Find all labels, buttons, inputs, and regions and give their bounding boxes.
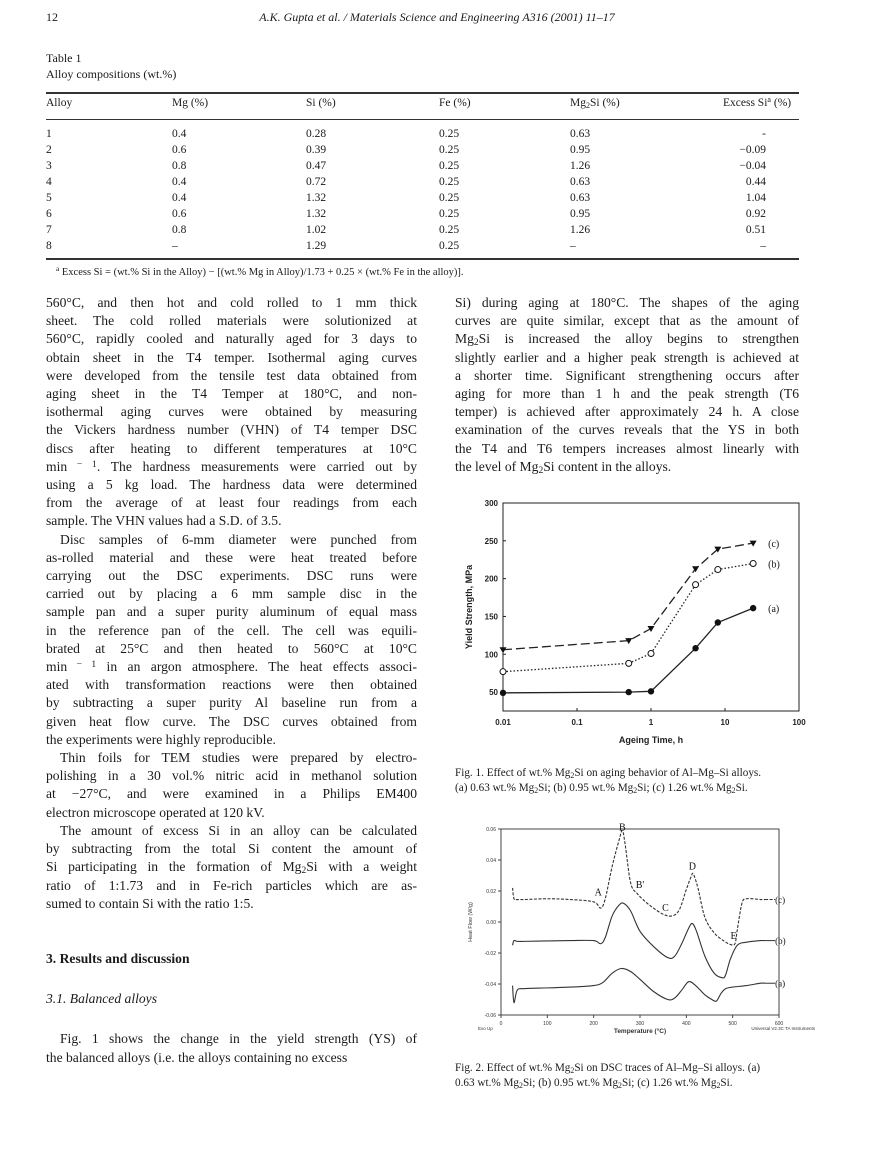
data-point [693, 582, 699, 588]
table-cell: 0.72 [306, 176, 327, 188]
text-line: polishing in a 30 vol.% nitric acid in methanol solution [46, 768, 417, 784]
text-line: obtain sheet in the T4 temper. Isothermal aging curves [46, 349, 417, 365]
table-cell: 0.25 [439, 240, 460, 252]
text-line: in the reference pan of the cell. The cell was equili- [46, 622, 417, 638]
y-tick-label: 0.06 [486, 827, 496, 833]
text-line: curves are quite similar, except that as the amount of [455, 313, 799, 329]
text-line: Fig. 1 shows the change in the yield strength (YS) of [60, 1031, 417, 1047]
text-line: isothermal aging curves were obtained by measuring [46, 404, 417, 420]
table-cell: 6 [46, 208, 52, 220]
x-tick-label: 1 [648, 718, 654, 727]
paragraph-methods-4 [46, 822, 417, 913]
table-cell: 1.29 [306, 240, 327, 252]
text-line: a shorter time. Significant strengthening occurs after [455, 367, 799, 383]
text-line: the level of $Mg_2Si$ content in the alloys. [455, 458, 672, 476]
figure-2-caption [455, 1061, 825, 1090]
x-tick-label: 100 [543, 1021, 552, 1027]
table-cell: 0.6 [172, 208, 187, 220]
y-tick-label: 0.00 [486, 920, 496, 926]
table-cell: – [570, 240, 576, 252]
text-line: sheet. The cold rolled materials were solutionized at [46, 313, 417, 329]
table-cell: 0.25 [439, 144, 460, 156]
dsc-trace-b [513, 903, 766, 978]
table-header-rule [46, 119, 799, 120]
table-cell: 0.25 [439, 208, 460, 220]
peak-annotation: B' [635, 879, 645, 891]
table-cell: 0.92 [745, 208, 766, 220]
paragraph-methods-3 [46, 749, 417, 822]
series-line-c [503, 543, 753, 650]
table-row [0, 192, 874, 206]
data-point [626, 660, 632, 666]
table-row [0, 176, 874, 190]
text-line: Thin foils for TEM studies were prepared by electro- [60, 750, 417, 766]
text-line: 560°C, and then hot and cold rolled to 1 mm thick [46, 295, 417, 310]
x-tick-label: 300 [635, 1021, 645, 1027]
series-line-b [503, 564, 753, 672]
table-cell: 0.47 [306, 160, 327, 172]
text-line: from the average of at least four readings from each [46, 495, 417, 511]
table-cell: 0.63 [570, 192, 591, 204]
table-cell: 0.8 [172, 160, 187, 172]
y-tick-label: 250 [484, 536, 498, 546]
paragraph-methods-2 [46, 531, 417, 749]
data-point [715, 567, 721, 573]
text-line: sumed to contain Si with the ratio 1:5. [46, 895, 254, 911]
text-line: by subtracting a super purity Al baseline run from a [46, 695, 417, 711]
y-tick-label: 200 [484, 574, 498, 584]
x-tick-label: 10 [720, 718, 730, 727]
text-line: at −27°C, and were examined in a Philips EM400 [46, 786, 417, 802]
y-tick-label: 300 [484, 499, 498, 508]
figure-1-caption [455, 766, 825, 795]
caption-line: Fig. 1. Effect of wt.% $Mg_2Si$ on aging behavior of Al–Mg–Si alloys. [455, 767, 762, 780]
data-point [648, 626, 655, 632]
y-tick-label: 50 [489, 688, 498, 698]
data-point [500, 647, 507, 653]
text-line: sample. The VHN values had a S.D. of 3.5. [46, 513, 282, 529]
text-line: The amount of excess Si in an alloy can be calculated [60, 822, 417, 838]
table-cell: 0.4 [172, 128, 187, 140]
caption-line: 0.63 wt.% $Mg_2Si$; (b) 0.95 wt.% $Mg_2Si$; (c) 1.26 wt.% $Mg_2Si$. [455, 1076, 733, 1090]
table-cell: 0.63 [570, 176, 591, 188]
table-cell: 0.44 [745, 176, 766, 188]
table-cell: 0.25 [439, 224, 460, 236]
text-line: aging sheet in the T4 Temper at 180°C, and non- [46, 386, 417, 402]
x-axis-label: Temperature (°C) [613, 1028, 667, 1035]
table-cell: 0.4 [172, 176, 187, 188]
table-bottom-rule [46, 258, 799, 260]
exo-up-label: Exo Up [478, 1026, 493, 1031]
text-line: given heat flow curve. The DSC curves obtained from [46, 713, 417, 729]
table-row [0, 208, 874, 222]
y-tick-label: -0.02 [484, 951, 496, 957]
y-tick-label: -0.04 [484, 982, 496, 988]
table-cell: 1.02 [306, 224, 327, 236]
col-header-fe: Fe (%) [439, 97, 471, 109]
table-header-row [0, 97, 874, 111]
table-cell: 0.95 [570, 144, 591, 156]
data-point [692, 645, 698, 651]
text-line: the T4 and T6 tempers increases almost linearly with [455, 440, 799, 456]
table-cell: 1.32 [306, 192, 327, 204]
data-point [750, 605, 756, 611]
table-cell: 1.32 [306, 208, 327, 220]
text-line: as-rolled material and these were heat treated before [46, 549, 417, 565]
data-point [500, 690, 506, 696]
table-footnote: $^a$ Excess Si = (wt.% Si in the Alloy) − [(wt.% Mg in Alloy)/1.73 + 0.25 × (wt.% Fe in the alloy)]. [56, 264, 464, 278]
peak-annotation: C [662, 903, 669, 915]
table-cell: 8 [46, 240, 52, 252]
y-tick-label: 150 [484, 612, 498, 622]
instrument-label: Universal V2.3C TA Instruments [751, 1026, 815, 1031]
x-tick-label: 100 [792, 718, 806, 727]
table-row [0, 144, 874, 158]
series-label: (a) [775, 978, 786, 989]
text-line: the balanced alloys (i.e. the alloys containing no excess [46, 1049, 348, 1065]
text-line: electron microscope operated at 120 kV. [46, 804, 265, 820]
table-cell: 5 [46, 192, 52, 204]
table-cell: 0.51 [745, 224, 766, 236]
section-heading: 3. Results and discussion [46, 950, 190, 966]
col-header-excess-si: Excess Si$^a$ (%) [723, 95, 792, 109]
table-cell: −0.09 [739, 144, 766, 156]
caption-line: (a) 0.63 wt.% $Mg_2Si$; (b) 0.95 wt.% $Mg_2Si$; (c) 1.26 wt.% $Mg_2Si$. [455, 781, 748, 795]
right-column [455, 294, 799, 476]
data-point [626, 689, 632, 695]
x-tick-label: 500 [728, 1021, 737, 1027]
table-cell: 3 [46, 160, 52, 172]
table-cell: 0.63 [570, 128, 591, 140]
x-tick-label: 600 [774, 1021, 784, 1027]
col-header-mg2si: $Mg_2Si$ (%) [570, 97, 620, 110]
caption-line: Fig. 2. Effect of wt.% $Mg_2Si$ on DSC traces of Al–Mg–Si alloys. (a) [455, 1062, 761, 1075]
text-line: $Mg_2Si$ is increased the alloy begins to strengthen [455, 331, 799, 349]
table-cell: 0.95 [570, 208, 591, 220]
table-cell: 1.04 [745, 192, 766, 204]
table-cell: – [172, 240, 178, 252]
text-line: temper) is achieved after approximately 24 h. A close [455, 404, 799, 420]
peak-annotation: A [594, 887, 602, 899]
x-tick-label: 400 [682, 1021, 691, 1027]
table-cell: 0.39 [306, 144, 327, 156]
paragraph-methods-1 [46, 294, 417, 531]
x-tick-label: 200 [589, 1021, 598, 1027]
text-line: examination of the curves reveals that the YS in both [455, 422, 799, 438]
table-cell: 1.26 [570, 160, 591, 172]
text-line: using a 5 kg load. The hardness data were determined [46, 477, 417, 493]
table-cell: −0.04 [739, 160, 766, 172]
x-tick-label: 0.01 [495, 718, 511, 727]
table-cell: - [762, 128, 766, 140]
peak-annotation: E [730, 931, 737, 943]
table-cell: – [760, 240, 766, 252]
data-point [648, 651, 654, 657]
table-cell: 0.28 [306, 128, 327, 140]
table-cell: 0.25 [439, 160, 460, 172]
table-cell: 0.6 [172, 144, 187, 156]
table-cell: 7 [46, 224, 52, 236]
figure-1-chart [440, 490, 820, 760]
text-line: discs after heating to different temperatures at 10°C [46, 440, 417, 456]
table-cell: 0.8 [172, 224, 187, 236]
peak-annotation: D [688, 861, 696, 873]
data-point [500, 669, 506, 675]
y-tick-label: 100 [484, 650, 498, 660]
text-line: the experiments were highly reproducible. [46, 731, 276, 747]
table-row [0, 224, 874, 238]
table-label: Table 1 [46, 51, 82, 65]
table-cell: 1.26 [570, 224, 591, 236]
data-point [648, 688, 654, 694]
table-top-rule [46, 92, 799, 94]
left-column [46, 294, 417, 1067]
text-line: ated with transformation reactions were then obtained [46, 677, 417, 693]
table-cell: 0.4 [172, 192, 187, 204]
text-line: carrying out the DSC experiments. DSC runs were [46, 568, 417, 584]
series-label: (b) [768, 559, 780, 571]
y-axis-label: Yield Strength, MPa [464, 564, 474, 650]
text-line: slightly earlier and a higher peak strength is achieved at [455, 349, 799, 365]
page-number: 12 [46, 10, 58, 24]
text-line: were developed from the tensile test data obtained from [46, 367, 417, 383]
text-line: brated at 25°C and then heated to 560°C at 10°C [46, 640, 417, 656]
x-tick-label: 0.1 [571, 718, 583, 727]
series-label: (c) [768, 539, 780, 551]
table-row [0, 128, 874, 142]
table-cell: 4 [46, 176, 52, 188]
table-cell: 0.25 [439, 128, 460, 140]
text-line: min $^{- 1}$. The hardness measurements were carried out by [46, 458, 417, 474]
text-line: Disc samples of 6-mm diameter were punched from [60, 531, 417, 547]
series-label: (b) [775, 936, 786, 947]
series-label: (a) [768, 604, 780, 616]
table-cell: 1 [46, 128, 52, 140]
series-label: (c) [775, 895, 786, 906]
text-line: 560°C, rapidly cooled and naturally aged for 3 days to [46, 331, 417, 347]
data-point [715, 619, 721, 625]
paragraph-results-2 [455, 294, 799, 476]
col-header-mg: Mg (%) [172, 97, 209, 109]
text-line: by subtracting from the total Si content the amount of [46, 841, 417, 857]
text-line: Si participating in the formation of $Mg_2Si$ with a weight [46, 859, 418, 877]
table-title: Alloy compositions (wt.%) [46, 67, 177, 81]
table-row [0, 240, 874, 254]
text-line: ratio of 1:1.73 and in Fe-rich particles which are as- [46, 877, 417, 893]
table-cell: 0.25 [439, 176, 460, 188]
paragraph-results-1 [46, 1030, 417, 1066]
dsc-trace-a [513, 968, 766, 1002]
text-line: aging for more than 1 h and the peak strength (T6 [455, 386, 799, 402]
table-cell: 0.25 [439, 192, 460, 204]
y-tick-label: -0.06 [484, 1013, 496, 1019]
table-cell: 2 [46, 144, 52, 156]
x-tick-label: 0 [499, 1021, 503, 1027]
table-caption [46, 50, 176, 82]
running-header: A.K. Gupta et al. / Materials Science and Engineering A316 (2001) 11–17 [259, 10, 615, 24]
y-axis-label: Heat Flow (W/g) [468, 902, 474, 942]
text-line: Si) during aging at 180°C. The shapes of the aging [455, 295, 799, 310]
y-tick-label: 0.04 [486, 858, 496, 864]
text-line: carried out by placing a 6 mm sample disc in the [46, 586, 417, 602]
text-line: sample pan and a super purity aluminum of equal mass [46, 604, 417, 620]
col-header-alloy: Alloy [46, 97, 73, 109]
figure-2-chart [460, 820, 820, 1045]
subsection-heading: 3.1. Balanced alloys [46, 991, 157, 1007]
data-point [750, 561, 756, 567]
peak-annotation: B [619, 822, 626, 834]
col-header-si: Si (%) [306, 97, 336, 109]
text-line: min $^{- 1}$ in an argon atmosphere. The heat effects associ- [46, 659, 417, 675]
y-tick-label: 0.02 [486, 889, 496, 895]
x-axis-label: Ageing Time, h [618, 735, 684, 745]
text-line: the Vickers hardness number (VHN) of T4 temper DSC [46, 422, 417, 438]
table-row [0, 160, 874, 174]
